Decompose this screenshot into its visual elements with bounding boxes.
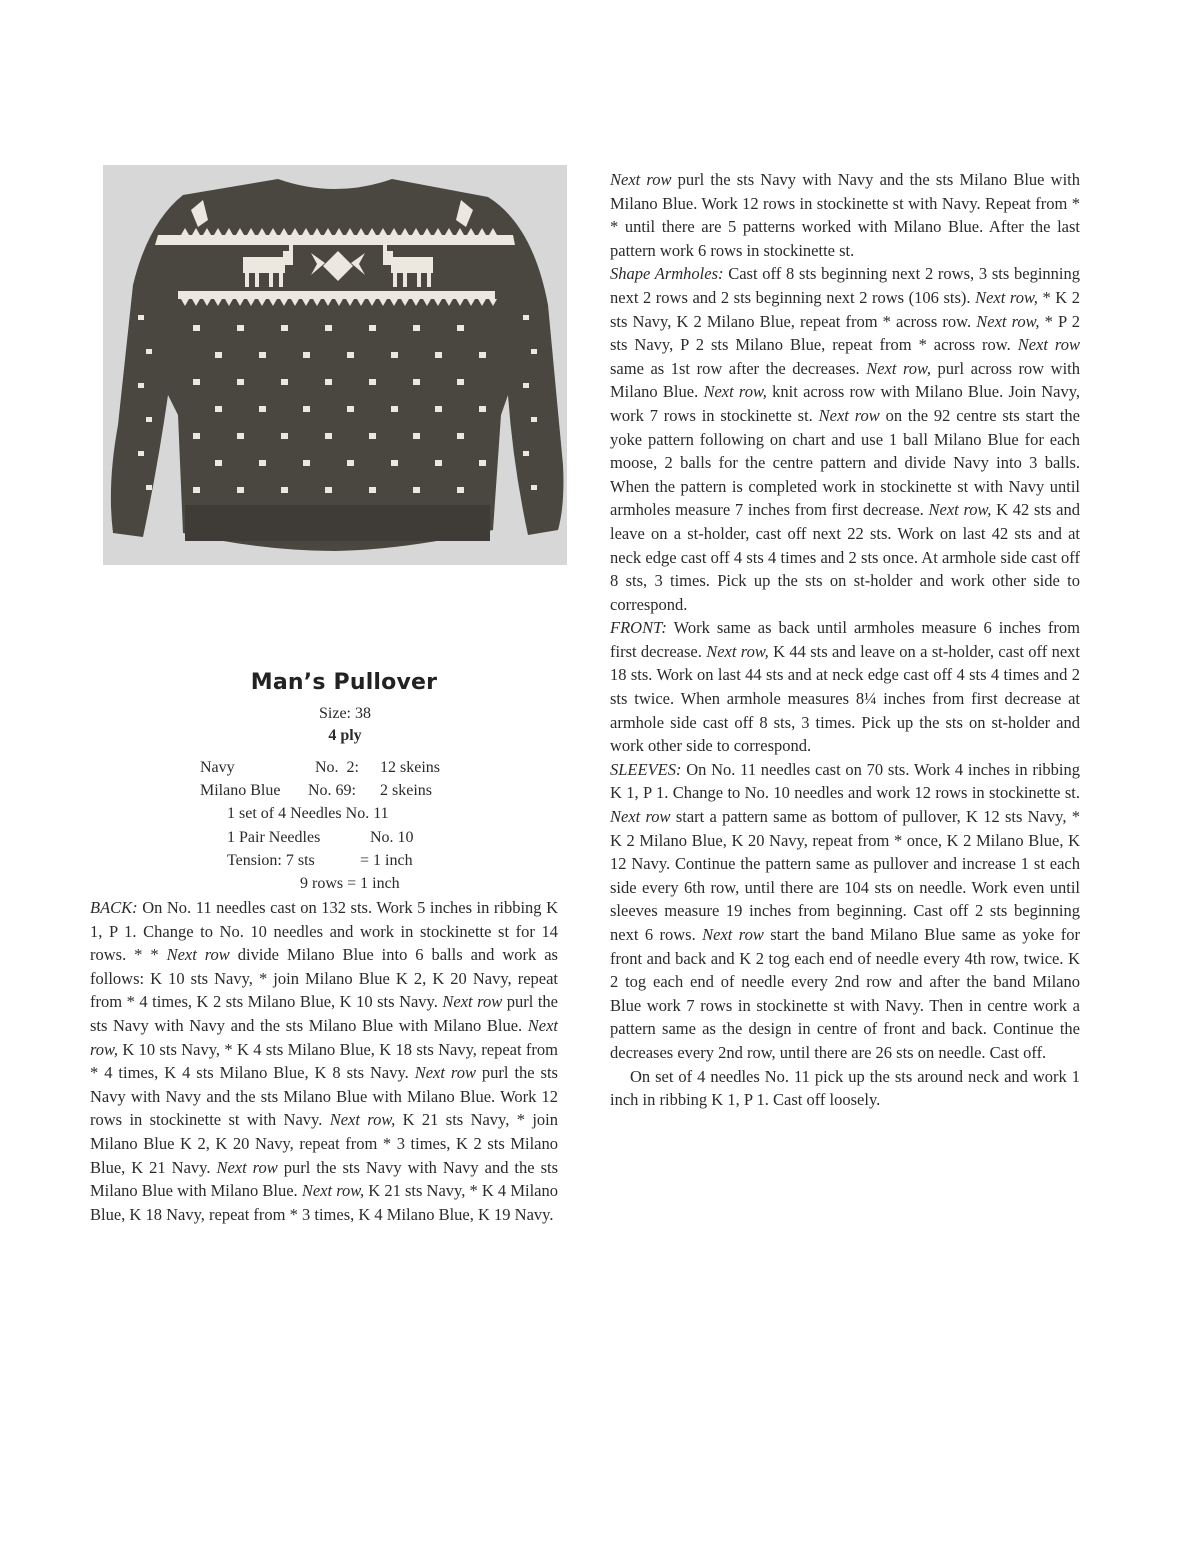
text-run: same as 1st row after the decreases. bbox=[610, 358, 867, 378]
text-run: K 21 sts Navy, * join Milano Blue K 2, K 20 Navy, repeat from * 3 times, K 2 sts Milano Blue, K 21 Navy. bbox=[90, 1110, 559, 1177]
next-row-label: Next row, bbox=[976, 311, 1040, 331]
pattern-header bbox=[90, 670, 560, 747]
next-row-label: Next row, bbox=[975, 287, 1038, 307]
paragraph-front bbox=[610, 616, 1080, 758]
material-name: Navy bbox=[200, 759, 235, 776]
next-row-label: Next row, bbox=[866, 358, 931, 378]
section-label-sleeves: SLEEVES: bbox=[610, 759, 682, 779]
next-row-label: Next row, bbox=[928, 500, 992, 520]
next-row-label: Next row bbox=[610, 170, 672, 189]
text-run: Cast off 8 sts beginning next 2 rows, 3 sts beginning next 2 rows and 2 sts beginning next 2 rows (106 sts). bbox=[610, 264, 1080, 307]
text-run: K 21 sts Navy, * K 4 Milano Blue, K 18 Navy, repeat from * 3 times, K 4 Milano Blue, K 19 Navy. bbox=[90, 1181, 558, 1224]
size-line: Size: 38 bbox=[319, 705, 371, 722]
material-row bbox=[195, 756, 465, 779]
next-row-label: Next row, bbox=[329, 1110, 396, 1130]
next-row-label: Next row bbox=[414, 1063, 476, 1083]
paragraph-armholes bbox=[610, 262, 1080, 616]
next-row-label: Next row bbox=[702, 925, 764, 944]
text-run: start the band Milano Blue same as yoke for front and back and K 2 tog each end of needle every 4th row, twice. K 2 tog each end of needle every 2nd row and after the band Milano Blue work 7 rows in stockinette st with Navy. Then in centre work a pattern same as the design in centre of front and back. Continue the decreases every 2nd row, until there are 26 sts on needle. Cast off. bbox=[610, 925, 1080, 1062]
material-name: 1 Pair Needles bbox=[227, 828, 321, 846]
material-row bbox=[195, 826, 465, 849]
material-amount: 12 skeins bbox=[380, 759, 440, 776]
text-run: On No. 11 needles cast on 70 sts. Work 4 inches in ribbing K 1, P 1. Change to No. 10 needles and work 12 rows in stockinette st. bbox=[610, 759, 1080, 803]
paragraph-continued-back bbox=[610, 168, 1080, 262]
back-paragraph bbox=[90, 896, 558, 1226]
ply-line: 4 ply bbox=[328, 727, 362, 744]
next-row-label: Next row bbox=[442, 992, 503, 1012]
text-run: K 10 sts Navy, * K 4 sts Milano Blue, K 18 sts Navy, repeat from * 4 times, K 4 sts Milano Blue, K 8 sts Navy. bbox=[90, 1039, 558, 1083]
pattern-title: Man’s Pullover bbox=[250, 670, 438, 695]
section-label-back: BACK: bbox=[90, 898, 138, 917]
text-run: K 44 sts and leave on a st-holder, cast off next 18 sts. Work on last 44 sts and at neck edge cast off 4 sts 4 times and 2 sts twice. When armhole measures 8¼ inches from first decrease at armhole side cast off 8 sts, 3 times. Pick up the sts on st-holder and work other side to correspond. bbox=[610, 641, 1080, 756]
text-run: * K 2 sts Navy, K 2 Milano Blue, repeat from * across row. bbox=[610, 287, 1080, 331]
next-row-label: Next row bbox=[216, 1157, 278, 1177]
text-run: Work same as back until armholes measure 6 inches from first decrease. bbox=[610, 618, 1080, 661]
next-row-label: Next row, bbox=[706, 641, 769, 661]
material-name: 9 rows = 1 inch bbox=[300, 874, 400, 892]
text-run: start a pattern same as bottom of pullover, K 12 sts Navy, * K 2 Milano Blue, K 20 Navy, repeat from * once, K 2 Milano Blue, K 12 Navy. Continue the pattern same as pullover and increase 1 st each side every 6th row, until there are 104 sts on needle. Work even until sleeves measure 19 inches from beginning. Cast off 2 sts beginning next 6 rows. bbox=[610, 807, 1080, 944]
text-run: purl the sts Navy with Navy and the sts Milano Blue with Milano Blue. Work 12 rows in stockinette st with Navy. Repeat from * * until there are 5 patterns worked with Milano Blue. After the last pattern work 6 rows in stockinette st. bbox=[610, 170, 1080, 260]
text-run: divide Milano Blue into 6 balls and work as follows: K 10 sts Navy, * join Milano Blue K 2, K 20 Navy, repeat from * 4 times, K 2 sts Milano Blue, K 10 sts Navy. bbox=[90, 945, 558, 1012]
text-run: K 42 sts and leave on a st-holder, cast off next 22 sts. Work on last 42 sts and at neck edge cast off 4 sts 4 times and 2 sts once. At armhole side cast off 8 sts, 3 times. Pick up the sts on st-holder and work other side to correspond. bbox=[610, 500, 1081, 614]
next-row-label: Next row, bbox=[703, 382, 767, 402]
text-run: knit across row with Milano Blue. Join Navy, work 7 rows in stockinette st. bbox=[610, 382, 1081, 425]
next-row-label: Next row bbox=[610, 807, 671, 827]
text-run: on the 92 centre sts start the yoke pattern following on chart and use 1 ball Milano Blue for each moose, 2 balls for the centre pattern and divide Navy into 3 balls. When the pattern is completed work in stockinette st with Navy until armholes measure 7 inches from first decrease. bbox=[610, 405, 1081, 520]
material-number: No. 69: bbox=[308, 782, 356, 800]
material-row bbox=[195, 849, 465, 872]
next-row-label: Next row bbox=[166, 945, 230, 965]
material-name: Tension: 7 sts bbox=[227, 851, 315, 869]
material-row bbox=[195, 802, 465, 825]
next-row-label: Next row bbox=[1017, 335, 1080, 355]
material-number: = 1 inch bbox=[360, 851, 413, 869]
material-number: No. 2: bbox=[315, 759, 359, 776]
text-run: purl the sts Navy with Navy and the sts Milano Blue with Milano Blue. Work 12 rows in stockinette st with Navy. bbox=[90, 1063, 558, 1130]
material-row bbox=[195, 872, 465, 895]
material-name: Milano Blue bbox=[200, 782, 281, 800]
material-row bbox=[195, 779, 465, 802]
continued-instructions bbox=[610, 168, 1080, 1112]
sweater-illustration bbox=[103, 165, 567, 565]
paragraph-neckband: On set of 4 needles No. 11 pick up the sts around neck and work 1 inch in ribbing K 1, P 1. Cast off loosely. bbox=[610, 1066, 1080, 1110]
material-amount: 2 skeins bbox=[380, 782, 432, 800]
yoke-band-lower bbox=[178, 291, 495, 299]
text-run: * P 2 sts Navy, P 2 sts Milano Blue, repeat from * across row. bbox=[610, 311, 1080, 355]
next-row-label: Next row bbox=[818, 405, 880, 425]
section-label-front: FRONT: bbox=[610, 618, 667, 638]
next-row-label: Next row, bbox=[90, 1015, 558, 1059]
material-number: No. 10 bbox=[370, 828, 414, 846]
material-name: 1 set of 4 Needles No. 11 bbox=[227, 805, 389, 823]
section-label-armholes: Shape Armholes: bbox=[610, 264, 724, 284]
text-run: purl the sts Navy with Navy and the sts Milano Blue with Milano Blue. bbox=[90, 1157, 559, 1201]
next-row-label: Next row, bbox=[301, 1181, 365, 1201]
text-run: On No. 11 needles cast on 132 sts. Work 5 inches in ribbing K 1, P 1. Change to No. 10 needles and work in stockinette st for 14 rows. * * bbox=[90, 898, 558, 965]
yoke-band-upper bbox=[155, 235, 515, 245]
materials-list bbox=[195, 756, 465, 895]
sweater-photo bbox=[103, 165, 567, 565]
text-run: purl across row with Milano Blue. bbox=[610, 358, 1080, 402]
waist-ribbing bbox=[185, 505, 490, 541]
paragraph-sleeves bbox=[610, 758, 1080, 1065]
back-instructions bbox=[90, 896, 558, 1226]
text-run: purl the sts Navy with Navy and the sts Milano Blue with Milano Blue. bbox=[90, 992, 558, 1035]
